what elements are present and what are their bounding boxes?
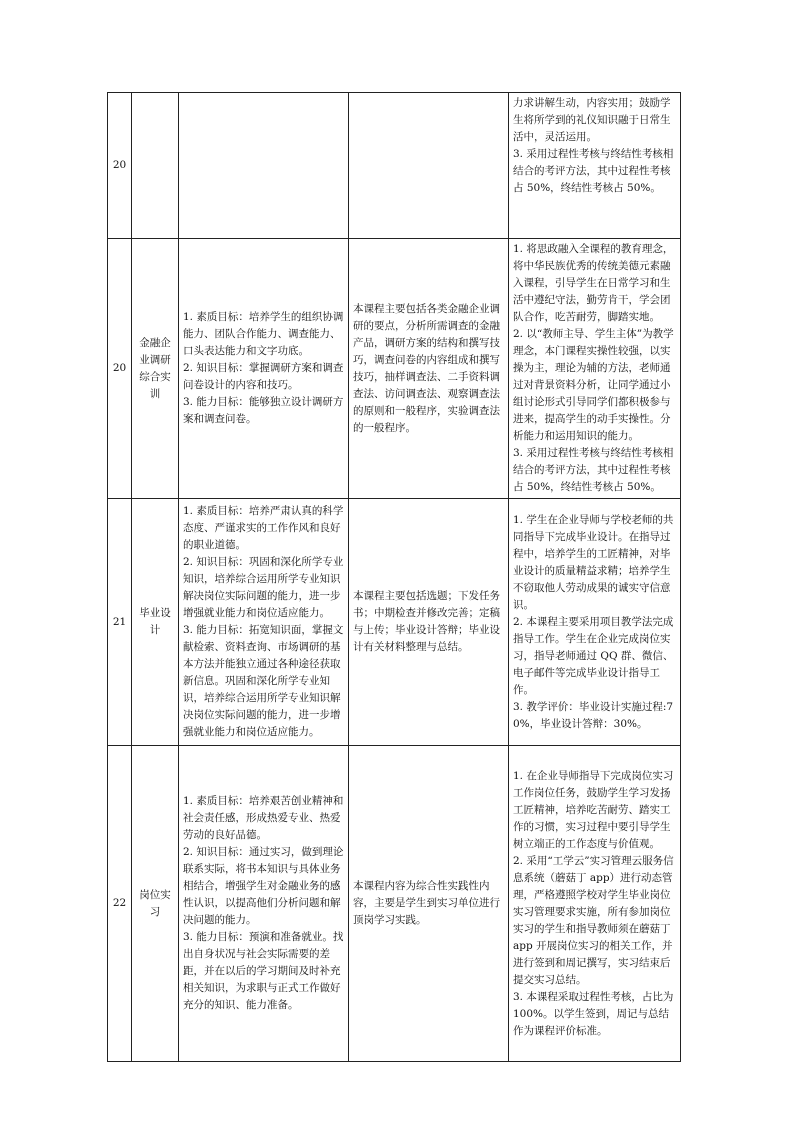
goal-paragraph: 1. 素质目标：培养学生的组织协调能力、团队合作能力、调查能力、口头表达能力和文字功底。 <box>183 311 344 357</box>
course-goals <box>179 499 349 746</box>
method-paragraph: 3. 采用过程性考核与终结性考核相结合的考评方法，其中过程性考核占 50%，终结性考核占 50%。 <box>513 447 674 493</box>
course-content: 本课程主要包括选题；下发任务书；中期检查并修改完善；定稿与上传；毕业设计答辩；毕业设计有关材料整理与总结。 <box>349 499 509 746</box>
teaching-method <box>509 93 681 239</box>
method-paragraph: 3. 教学评价：毕业设计实施过程:70%，毕业设计答辩：30%。 <box>513 700 674 730</box>
goal-paragraph: 1. 素质目标：培养严肃认真的科学态度、严谨求实的工作作风和良好的职业道德。 <box>183 505 344 551</box>
row-number: 20 <box>108 93 132 239</box>
course-table <box>107 92 681 1062</box>
goal-paragraph: 3. 能力目标：预演和准备就业。找出自身状况与社会实际需要的差距，并在以后的学习期间及时补充相关知识，为求职与正式工作做好充分的知识、能力准备。 <box>183 931 344 1011</box>
method-paragraph: 3. 本课程采取过程性考核，占比为 100%。以学生签到，周记与总结作为课程评价标准。 <box>513 990 674 1037</box>
method-paragraph: 力求讲解生动，内容实用；鼓励学生将所学到的礼仪知识融于日常生活中，灵活运用。 <box>513 97 671 143</box>
goal-paragraph: 3. 能力目标：拓宽知识面，掌握文献检索、资料查询、市场调研的基本方法并能独立通过各种途径获取新信息。巩固和深化所学专业知识，培养综合运用所学专业知识解决岗位实际问题的能力，进一步增强就业能力和岗位适应能力。 <box>183 624 344 738</box>
row-number: 22 <box>108 746 132 1062</box>
method-paragraph: 2. 采用“工学云”实习管理云服务信息系统（蘑菇丁 app）进行动态管理，严格遵照学校对学生毕业岗位实习管理要求实施，所有参加岗位实习的学生和指导教师须在蘑菇丁 app 开展岗位实习的相关工作，并进行签到和周记撰写，实习结束后提交实习总结。 <box>513 854 674 986</box>
method-paragraph: 1. 学生在企业导师与学校老师的共同指导下完成毕业设计。在指导过程中，培养学生的工匠精神，对毕业设计的质量精益求精；培养学生不窃取他人劳动成果的诚实守信意识。 <box>513 513 674 611</box>
teaching-method <box>509 746 681 1062</box>
goal-paragraph: 2. 知识目标：掌握调研方案和调查问卷设计的内容和技巧。 <box>183 362 344 391</box>
row-number: 20 <box>108 239 132 499</box>
course-goals <box>179 93 349 239</box>
course-goals <box>179 746 349 1062</box>
method-paragraph: 2. 本课程主要采用项目教学法完成指导工作。学生在企业完成岗位实习，指导老师通过 QQ 群、微信、电子邮件等完成毕业设计指导工作。 <box>513 615 674 696</box>
row-number: 21 <box>108 499 132 746</box>
course-goals <box>179 239 349 499</box>
course-name <box>132 93 179 239</box>
teaching-method <box>509 499 681 746</box>
course-name: 金融企业调研综合实训 <box>132 239 179 499</box>
goal-paragraph: 3. 能力目标：能够独立设计调研方案和调查问卷。 <box>183 396 344 425</box>
goal-paragraph: 2. 知识目标：通过实习，做到理论联系实际，将书本知识与具体业务相结合，增强学生对金融业务的感性认识，以提高他们分析问题和解决问题的能力。 <box>183 846 344 926</box>
method-paragraph: 1. 将思政融入全课程的教育理念，将中华民族优秀的传统美德元素融入课程，引导学生在日常学习和生活中遵纪守法，勤劳肯干，学会团队合作，吃苦耐劳，脚踏实地。 <box>513 243 674 323</box>
goal-paragraph: 1. 素质目标：培养艰苦创业精神和社会责任感，形成热爱专业、热爱劳动的良好品德。 <box>183 795 344 841</box>
method-paragraph: 1. 在企业导师指导下完成岗位实习工作岗位任务，鼓励学生学习发扬工匠精神，培养吃苦耐劳、踏实工作的习惯，实习过程中要引导学生树立端正的工作态度与价值观。 <box>513 769 674 850</box>
course-name: 岗位实习 <box>132 746 179 1062</box>
course-name: 毕业设计 <box>132 499 179 746</box>
method-paragraph: 2. 以“教师主导、学生主体”为教学理念，本门课程实操性较强，以实操为主，理论为辅的方法，老师通过对背景资料分析，让同学通过小组讨论形式引导同学们都积极参与进来，提高学生的动手实操性。分析能力和运用知识的能力。 <box>513 328 674 442</box>
table-row <box>108 499 681 746</box>
course-content: 本课程主要包括各类金融企业调研的要点，分析所需调查的金融产品，调研方案的结构和撰写技巧，调查问卷的内容组成和撰写技巧，抽样调查法、二手资料调查法、访问调查法、观察调查法的原则和一般程序，实验调查法的一般程序。 <box>349 239 509 499</box>
course-content <box>349 93 509 239</box>
goal-paragraph: 2. 知识目标：巩固和深化所学专业知识，培养综合运用所学专业知识解决岗位实际问题的能力，进一步增强就业能力和岗位适应能力。 <box>183 556 344 619</box>
method-paragraph: 3. 采用过程性考核与终结性考核相结合的考评方法，其中过程性考核占 50%，终结性考核占 50%。 <box>513 148 674 194</box>
table-row <box>108 746 681 1062</box>
table-row <box>108 239 681 499</box>
teaching-method <box>509 239 681 499</box>
table-row <box>108 93 681 239</box>
course-content: 本课程内容为综合性实践性内容，主要是学生到实习单位进行顶岗学习实践。 <box>349 746 509 1062</box>
